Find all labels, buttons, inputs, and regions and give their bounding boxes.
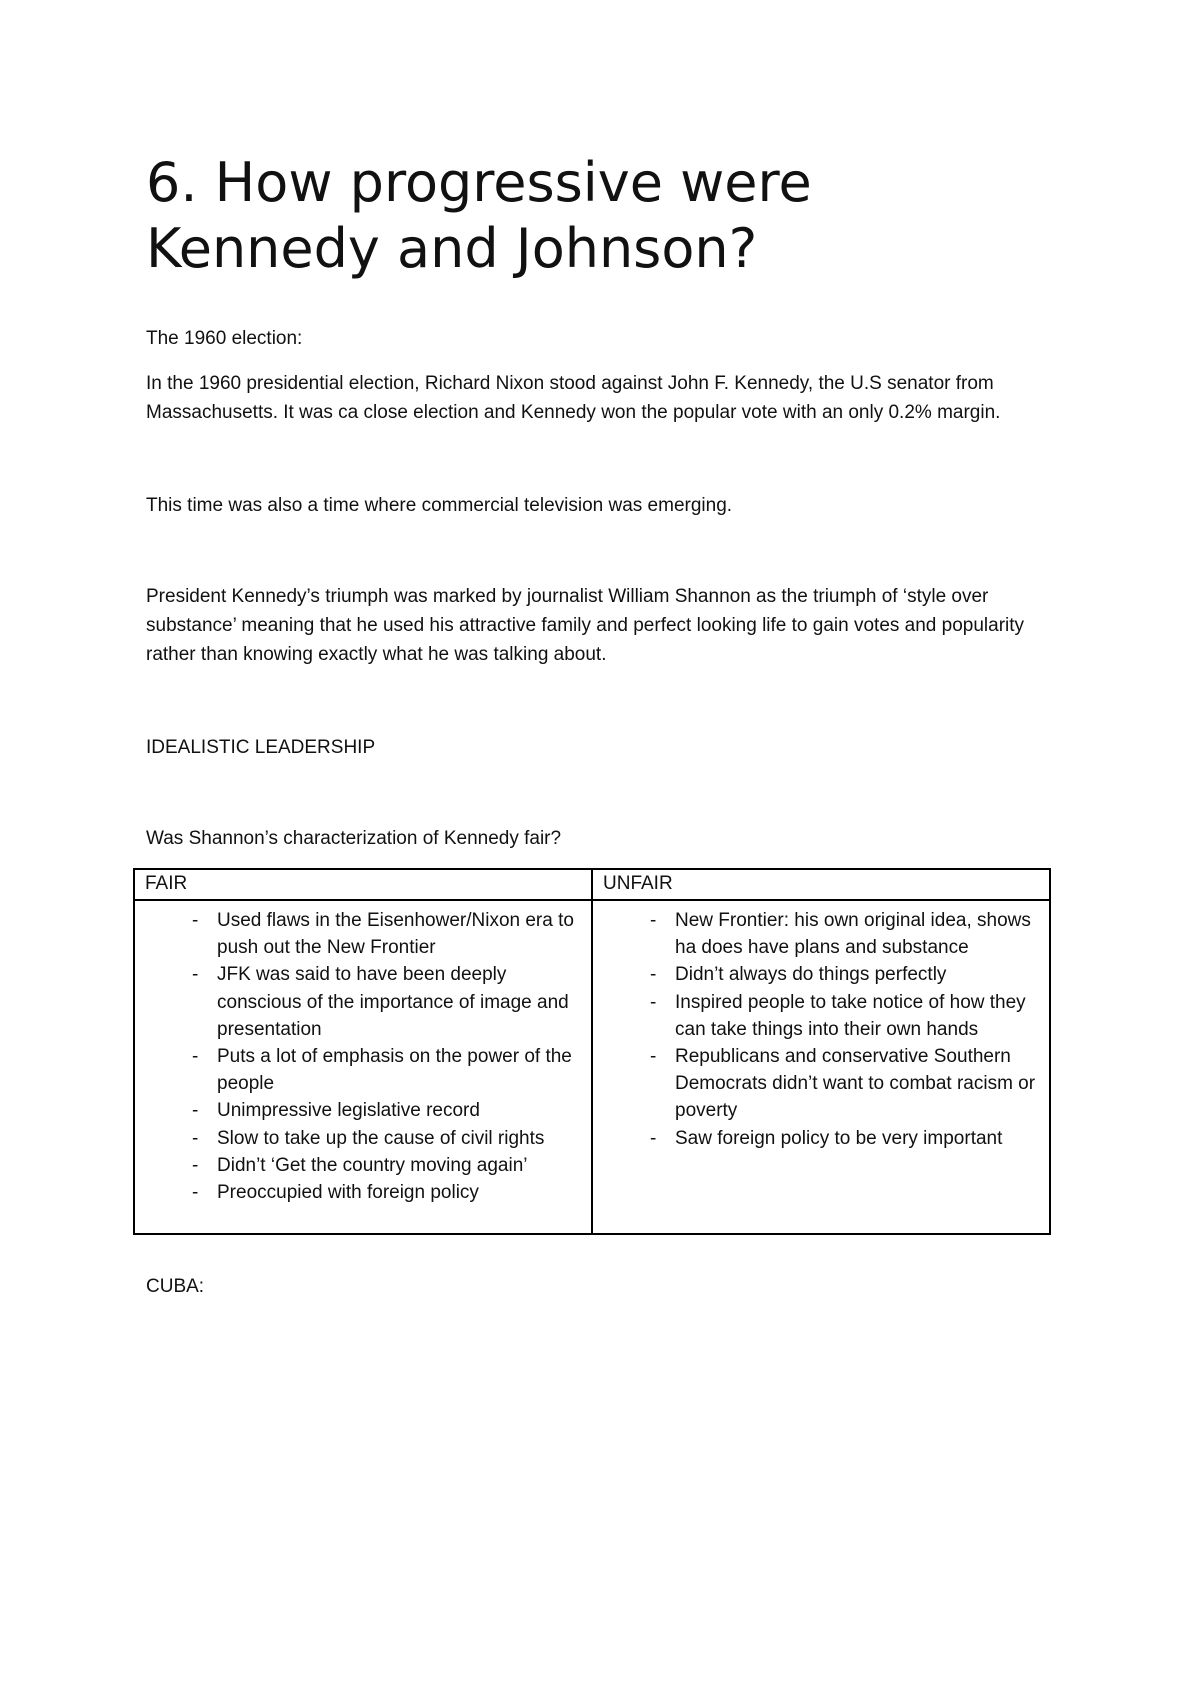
list-item xyxy=(603,907,1039,961)
list-item xyxy=(145,1043,581,1097)
page-title: 6. How progressive were Kennedy and Johnson? xyxy=(146,151,812,280)
fair-unfair-table xyxy=(133,868,1051,1235)
list-item xyxy=(145,1097,581,1124)
list-item-text: JFK was said to have been deeply conscious of the importance of image and presentation xyxy=(217,964,569,1040)
bullet-dash: - xyxy=(650,964,657,986)
bullet-dash: - xyxy=(192,1127,199,1149)
bullet-dash: - xyxy=(650,1127,657,1149)
table-body-row xyxy=(134,900,1050,1234)
bullet-dash: - xyxy=(192,910,199,931)
bullet-dash: - xyxy=(650,910,657,931)
paragraph-shannon: President Kennedy’s triumph was marked by journalist William Shannon as the triumph of ‘style over substance’ meaning that he used his attractive family and perfect looking life to gain votes and popularity rather than knowing exactly what he was talking about. xyxy=(146,586,1025,665)
list-item-text: Republicans and conservative Southern Democrats didn’t want to combat racism or poverty xyxy=(675,1046,1036,1122)
list-item-text: Didn’t always do things perfectly xyxy=(675,964,947,986)
heading-idealistic-leadership: IDEALISTIC LEADERSHIP xyxy=(146,737,376,758)
table-header-row xyxy=(134,869,1050,900)
list-item-text: New Frontier: his own original idea, shows ha does have plans and substance xyxy=(675,910,1031,959)
fair-cell xyxy=(134,900,592,1234)
list-item xyxy=(145,1179,581,1206)
fair-column-header: FAIR xyxy=(134,869,592,900)
paragraph-election: In the 1960 presidential election, Richard Nixon stood against John F. Kennedy, the U.S senator from Massachusetts. It was ca close election and Kennedy won the popular vote with an only 0.2% margin. xyxy=(146,373,1001,423)
bullet-dash: - xyxy=(192,1100,199,1122)
bullet-dash: - xyxy=(650,991,657,1013)
bullet-dash: - xyxy=(192,1046,199,1068)
list-item-text: Saw foreign policy to be very important xyxy=(675,1127,1003,1149)
fair-list xyxy=(145,907,581,1206)
unfair-column-header: UNFAIR xyxy=(592,869,1050,900)
unfair-cell xyxy=(592,900,1050,1234)
list-item-text: Puts a lot of emphasis on the power of the people xyxy=(217,1046,572,1095)
section-heading-1960-election: The 1960 election: xyxy=(146,328,303,349)
list-item xyxy=(145,1125,581,1152)
list-item xyxy=(145,961,581,1043)
unfair-list xyxy=(603,907,1039,1152)
section-heading-cuba: CUBA: xyxy=(146,1276,205,1297)
list-item xyxy=(603,1043,1039,1125)
paragraph-television: This time was also a time where commercial television was emerging. xyxy=(146,495,733,516)
bullet-dash: - xyxy=(650,1046,657,1068)
list-item-text: Preoccupied with foreign policy xyxy=(217,1182,479,1204)
question-shannon-fair: Was Shannon’s characterization of Kennedy fair? xyxy=(146,828,562,849)
list-item xyxy=(603,989,1039,1043)
list-item-text: Inspired people to take notice of how they can take things into their own hands xyxy=(675,991,1026,1040)
bullet-dash: - xyxy=(192,1154,199,1176)
list-item xyxy=(603,1125,1039,1152)
list-item xyxy=(145,1152,581,1179)
list-item xyxy=(145,907,581,961)
bullet-dash: - xyxy=(192,1182,199,1204)
list-item xyxy=(603,961,1039,988)
list-item-text: Didn’t ‘Get the country moving again’ xyxy=(217,1154,528,1176)
list-item-text: Slow to take up the cause of civil rights xyxy=(217,1127,545,1149)
list-item-text: Unimpressive legislative record xyxy=(217,1100,480,1122)
list-item-text: Used flaws in the Eisenhower/Nixon era to push out the New Frontier xyxy=(217,910,574,959)
bullet-dash: - xyxy=(192,964,199,986)
